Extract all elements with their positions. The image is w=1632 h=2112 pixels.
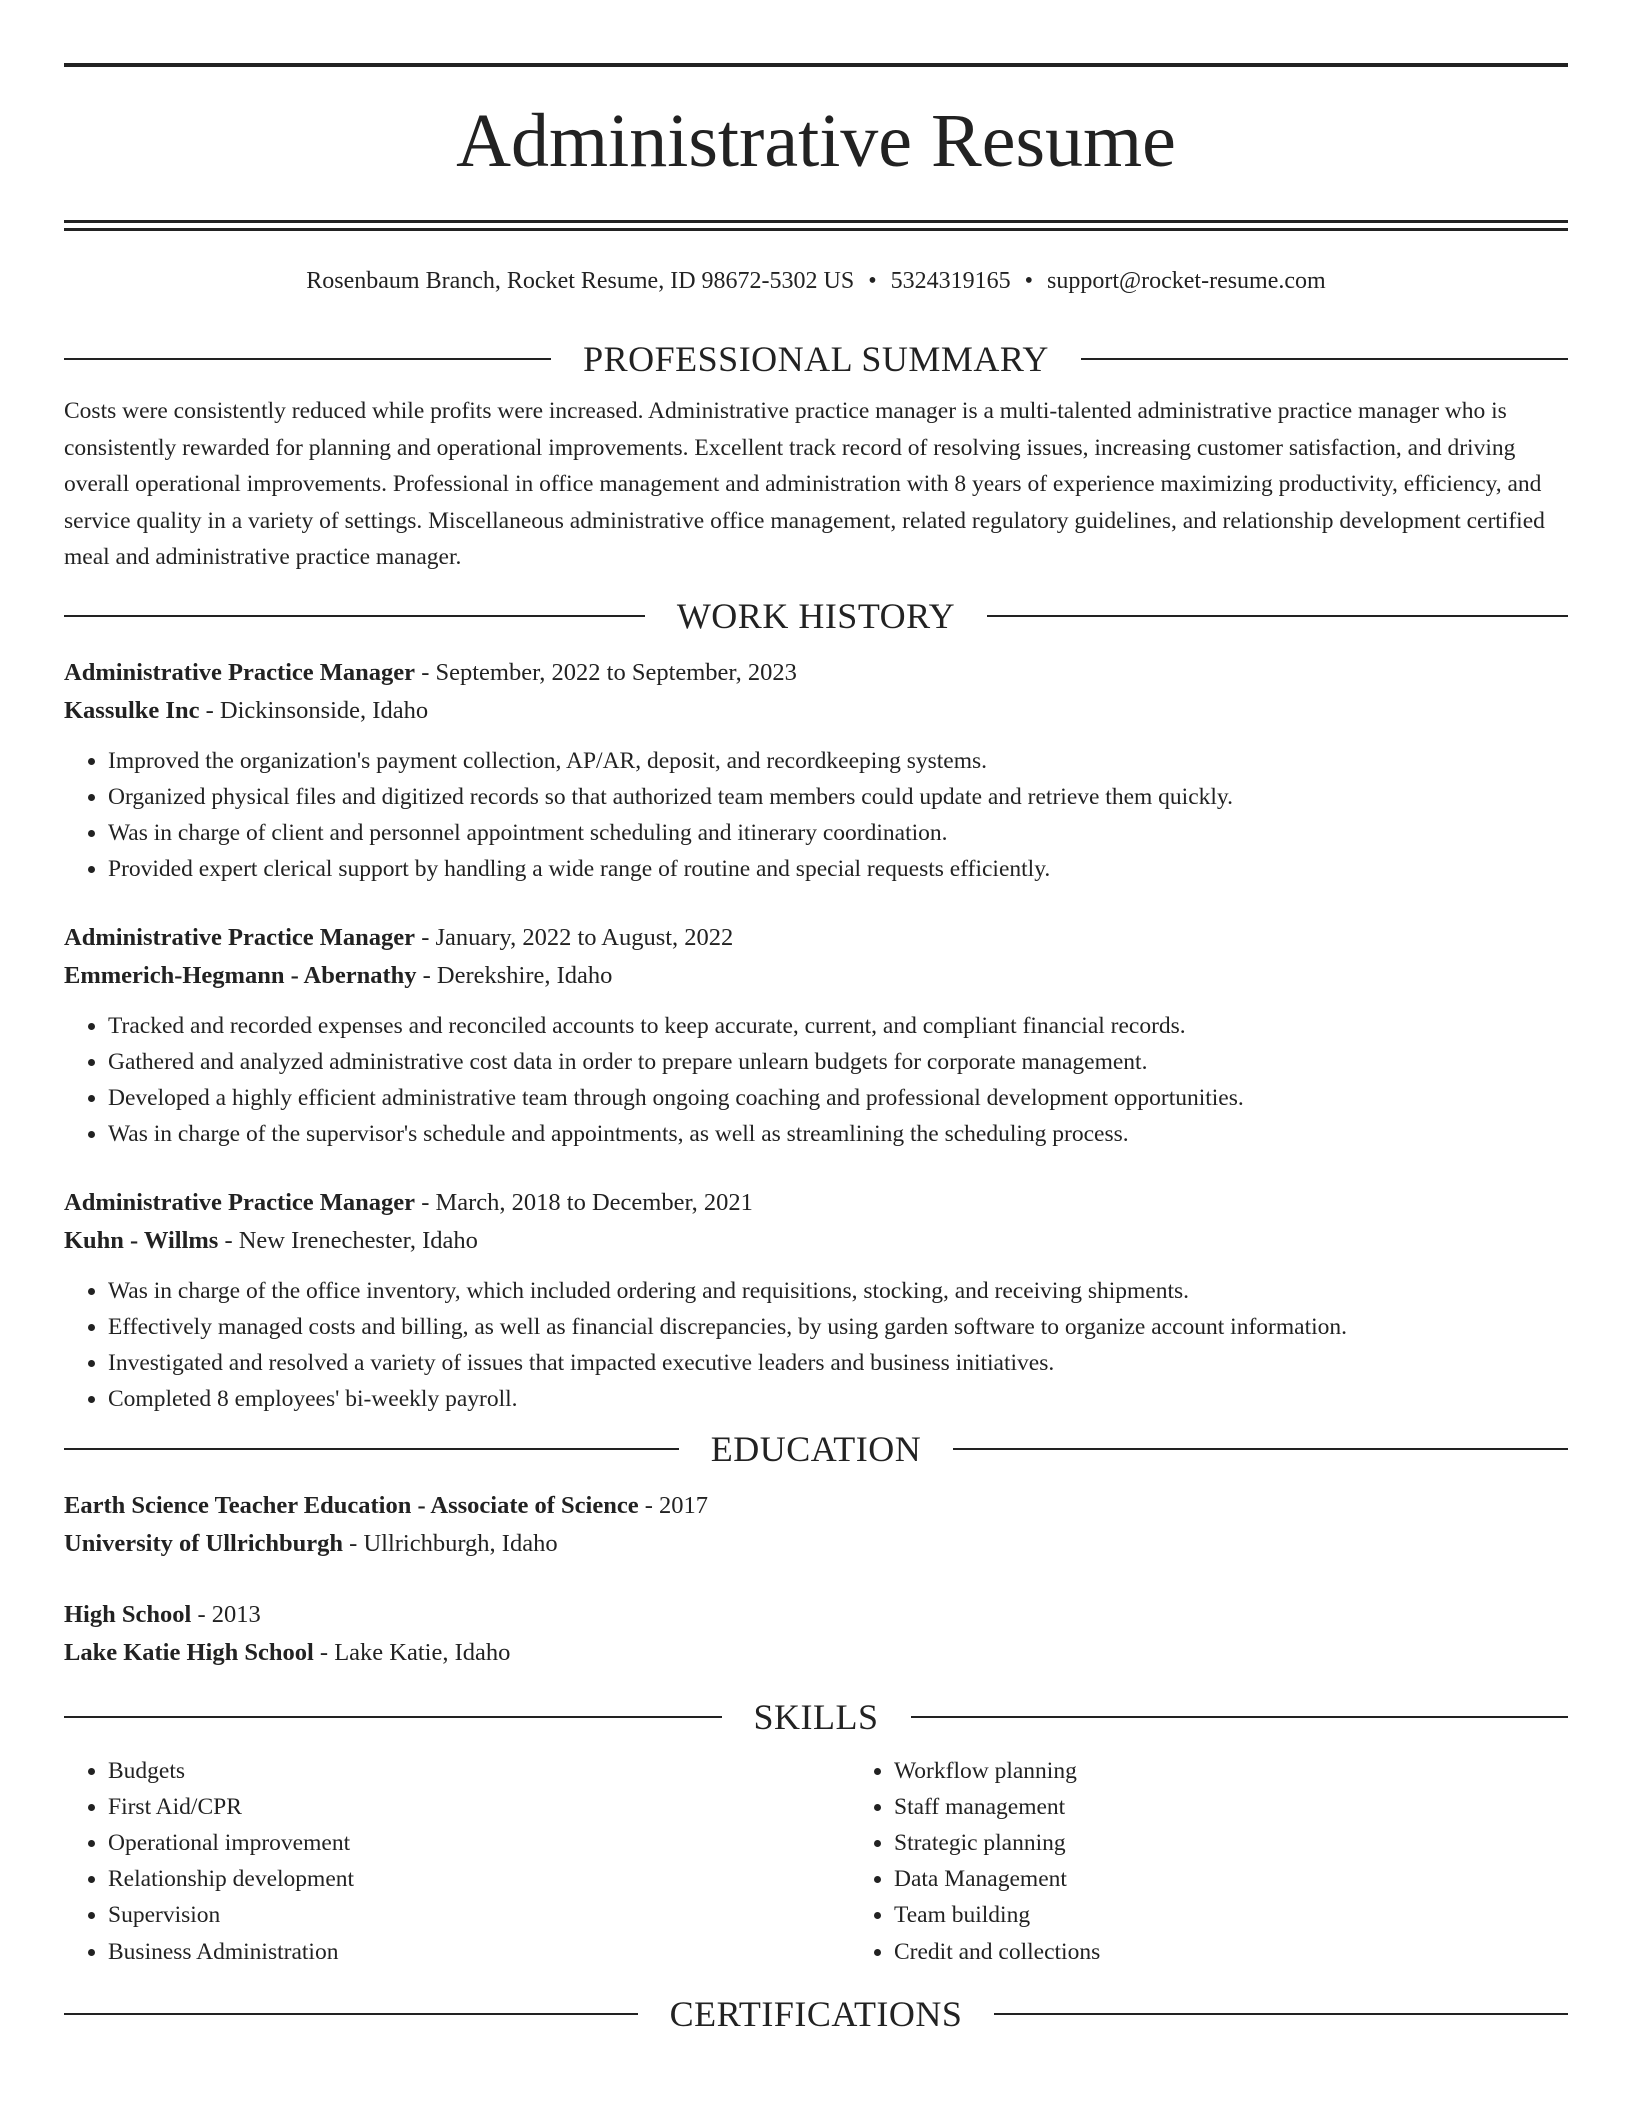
education-degree: Earth Science Teacher Education - Associate of Science bbox=[64, 1491, 639, 1519]
education-school-line bbox=[64, 1634, 1568, 1673]
job-bullet: • Organized physical files and digitized records so that authorized team members could update and retrieve them quickly. bbox=[108, 779, 1568, 815]
education-school-line bbox=[64, 1525, 1568, 1564]
job-company-line bbox=[64, 692, 1568, 731]
skill-item: • Budgets bbox=[108, 1753, 850, 1789]
job-bullet: • Improved the organization's payment collection, AP/AR, deposit, and recordkeeping systems. bbox=[108, 743, 1568, 779]
job-bullet: • Provided expert clerical support by handling a wide range of routine and special requests efficiently. bbox=[108, 851, 1568, 887]
job-company: Kassulke Inc bbox=[64, 697, 200, 724]
skill-item: • Data Management bbox=[894, 1861, 1632, 1897]
job-bullets bbox=[64, 1273, 1568, 1417]
heading-rule-left bbox=[64, 1448, 679, 1450]
contact-separator: • bbox=[868, 268, 877, 294]
title-double-rule bbox=[64, 220, 1568, 231]
skill-item: • First Aid/CPR bbox=[108, 1789, 850, 1825]
job-dates: - March, 2018 to December, 2021 bbox=[415, 1188, 753, 1216]
resume-page bbox=[64, 0, 1568, 2036]
education-degree-line bbox=[64, 1596, 1568, 1635]
work-heading bbox=[64, 594, 1568, 638]
job-title: Administrative Practice Manager bbox=[64, 1188, 416, 1216]
contact-email: support@rocket-resume.com bbox=[1047, 268, 1326, 294]
education-school: Lake Katie High School bbox=[64, 1639, 314, 1666]
skill-item: • Supervision bbox=[108, 1897, 850, 1933]
job-title: Administrative Practice Manager bbox=[64, 923, 416, 951]
summary-heading bbox=[64, 337, 1568, 381]
skill-item: • Strategic planning bbox=[894, 1825, 1632, 1861]
education-entry bbox=[64, 1487, 1568, 1564]
certifications-heading bbox=[64, 1992, 1568, 2036]
contact-line bbox=[64, 265, 1568, 297]
job-dates: - September, 2022 to September, 2023 bbox=[415, 658, 797, 686]
skill-item: • Business Administration bbox=[108, 1934, 850, 1970]
work-heading-label: WORK HISTORY bbox=[676, 595, 956, 636]
education-heading bbox=[64, 1427, 1568, 1471]
heading-rule-right bbox=[911, 1716, 1569, 1718]
job-entry bbox=[64, 1184, 1568, 1417]
skills-column-right bbox=[850, 1753, 1632, 1970]
job-company: Emmerich-Hegmann - Abernathy bbox=[64, 962, 417, 989]
job-entry bbox=[64, 654, 1568, 887]
job-location: - Dickinsonside, Idaho bbox=[199, 697, 429, 724]
skill-item: • Operational improvement bbox=[108, 1825, 850, 1861]
skills-heading-label: SKILLS bbox=[753, 1696, 879, 1737]
top-rule bbox=[64, 63, 1568, 67]
education-year: - 2017 bbox=[638, 1491, 708, 1519]
skill-item: • Team building bbox=[894, 1897, 1632, 1933]
summary-heading-label: PROFESSIONAL SUMMARY bbox=[583, 339, 1049, 379]
job-location: - New Irenechester, Idaho bbox=[218, 1227, 478, 1254]
job-bullets bbox=[64, 1008, 1568, 1152]
education-degree-line bbox=[64, 1487, 1568, 1526]
job-bullet: • Investigated and resolved a variety of issues that impacted executive leaders and business initiatives. bbox=[108, 1345, 1568, 1381]
job-title-line bbox=[64, 654, 1568, 693]
contact-phone: 5324319165 bbox=[890, 268, 1011, 294]
job-bullet: • Developed a highly efficient administrative team through ongoing coaching and professional development opportunities. bbox=[108, 1080, 1568, 1116]
job-bullet: • Gathered and analyzed administrative cost data in order to prepare unlearn budgets for corporate management. bbox=[108, 1044, 1568, 1080]
heading-rule-left bbox=[64, 615, 645, 617]
job-company-line bbox=[64, 957, 1568, 996]
heading-rule-right bbox=[994, 2013, 1568, 2015]
job-location: - Derekshire, Idaho bbox=[416, 962, 613, 989]
heading-rule-left bbox=[64, 358, 551, 360]
job-title-line bbox=[64, 1184, 1568, 1223]
skill-item: • Staff management bbox=[894, 1789, 1632, 1825]
job-title: Administrative Practice Manager bbox=[64, 658, 416, 686]
education-location: - Lake Katie, Idaho bbox=[313, 1639, 511, 1666]
certifications-heading-label: CERTIFICATIONS bbox=[669, 1993, 963, 2034]
job-company-line bbox=[64, 1222, 1568, 1261]
education-degree: High School bbox=[64, 1600, 192, 1628]
heading-rule-right bbox=[987, 615, 1568, 617]
skills-column-left bbox=[64, 1753, 850, 1970]
skill-item: • Credit and collections bbox=[894, 1934, 1632, 1970]
job-title-line bbox=[64, 919, 1568, 958]
job-bullet: • Effectively managed costs and billing, as well as financial discrepancies, by using garden software to organize account information. bbox=[108, 1309, 1568, 1345]
contact-address: Rosenbaum Branch, Rocket Resume, ID 98672-5302 US bbox=[306, 268, 855, 294]
job-bullet: • Was in charge of the office inventory, which included ordering and requisitions, stocking, and receiving shipments. bbox=[108, 1273, 1568, 1309]
job-company: Kuhn - Willms bbox=[64, 1227, 219, 1254]
skills-heading bbox=[64, 1695, 1568, 1739]
job-bullets bbox=[64, 743, 1568, 887]
job-bullet: • Was in charge of the supervisor's schedule and appointments, as well as streamlining the scheduling process. bbox=[108, 1116, 1568, 1152]
job-bullet: • Completed 8 employees' bi-weekly payroll. bbox=[108, 1381, 1568, 1417]
contact-separator: • bbox=[1024, 268, 1034, 294]
education-school: University of Ullrichburgh bbox=[64, 1530, 344, 1557]
summary-text: Costs were consistently reduced while profits were increased. Administrative practice manager is a multi-talented administrative practice manager who is consistently rewarded for planning and operational improvements. Excellent track record of resolving issues, increasing customer satisfaction, and driving overall operational improvements. Professional in office management and administration with 8 years of experience maximizing productivity, efficiency, and service quality in a variety of settings. Miscellaneous administrative office management, related regulatory guidelines, and relationship development certified meal and administrative practice manager. bbox=[64, 398, 1545, 570]
education-year: - 2013 bbox=[191, 1600, 261, 1628]
skill-item: • Workflow planning bbox=[894, 1753, 1632, 1789]
heading-rule-right bbox=[1081, 358, 1568, 360]
education-heading-label: EDUCATION bbox=[710, 1428, 922, 1469]
skill-item: • Relationship development bbox=[108, 1861, 850, 1897]
resume-title: Administrative Resume bbox=[456, 99, 1176, 183]
education-location: - Ullrichburgh, Idaho bbox=[343, 1530, 558, 1557]
job-bullet: • Tracked and recorded expenses and reconciled accounts to keep accurate, current, and compliant financial records. bbox=[108, 1008, 1568, 1044]
skills-grid bbox=[64, 1753, 1568, 1970]
job-entry bbox=[64, 919, 1568, 1152]
heading-rule-left bbox=[64, 2013, 638, 2015]
job-dates: - January, 2022 to August, 2022 bbox=[415, 923, 734, 951]
heading-rule-left bbox=[64, 1716, 722, 1718]
education-entry bbox=[64, 1596, 1568, 1673]
job-bullet: • Was in charge of client and personnel appointment scheduling and itinerary coordination. bbox=[108, 815, 1568, 851]
heading-rule-right bbox=[953, 1448, 1568, 1450]
